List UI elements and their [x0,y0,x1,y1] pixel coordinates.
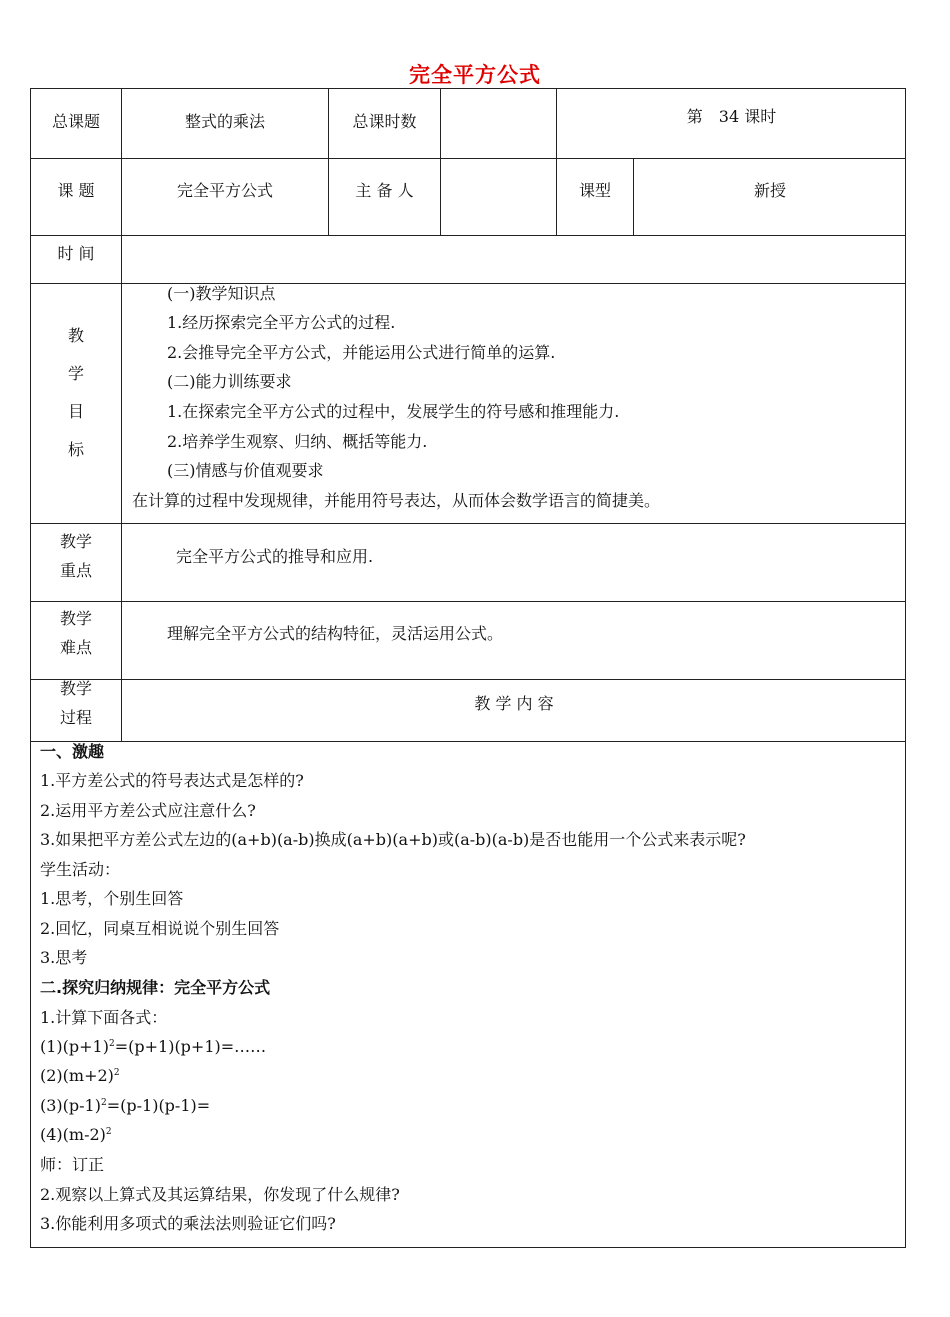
activity-line: 1.思考，个别生回答 [40,889,184,908]
section-heading: 二.探究归纳规律：完全平方公式 [40,978,271,997]
row-divider [30,601,906,602]
objective-line: (三)情感与价值观要求 [167,461,324,480]
row-divider [30,158,906,159]
objectives-label-char: 标 [67,440,84,459]
section-heading: 一、激趣 [40,742,105,761]
objective-line: 在计算的过程中发现规律，并能用符号表达，从而体会数学语言的简捷美。 [132,491,661,510]
question-line: 3.如果把平方差公式左边的(a+b)(a-b)换成(a+b)(a+b)或(a-b)(a-b)是否也能用一个公式来表示呢? [40,830,746,849]
objective-line: 2.会推导完全平方公式，并能运用公式进行简单的运算. [167,343,556,362]
lesson-number: 第 34 课时 [686,107,777,126]
column-divider [440,88,441,236]
activity-line: 3.思考 [40,948,88,967]
difficulty-text: 理解完全平方公式的结构特征，灵活运用公式。 [167,624,504,643]
question-line: 1.平方差公式的符号表达式是怎样的? [40,771,304,790]
type-value: 新授 [753,181,786,200]
difficulty-label: 教学 [59,609,92,628]
objectives-label-char: 教 [67,326,84,345]
question-line: 3.你能利用多项式的乘法法则验证它们吗? [40,1214,336,1233]
row-divider [30,283,906,284]
row-divider [30,235,906,236]
process-label: 教学 [59,679,92,698]
objective-line: (一)教学知识点 [167,284,276,303]
row-divider [30,741,906,742]
objective-line: 1.经历探索完全平方公式的过程. [167,313,396,332]
focus-label: 重点 [59,561,92,580]
topic-value: 完全平方公式 [176,181,273,200]
activity-label: 学生活动： [40,860,121,879]
objective-line: 1.在探索完全平方公式的过程中，发展学生的符号感和推理能力. [167,402,620,421]
time-label: 时 间 [57,244,95,263]
hours-label: 总课时数 [352,112,417,131]
expression-line: $(3)(p-1)^2=(p-1)(p-1)=$ [40,1096,211,1115]
course-label: 总课题 [51,112,100,131]
activity-line: 2.回忆，同桌互相说说个别生回答 [40,919,280,938]
expression-line: $(2)(m+2)^2$ [40,1066,120,1085]
question-line: 2.观察以上算式及其运算结果，你发现了什么规律? [40,1185,400,1204]
document-title: 完全平方公式 [409,63,541,87]
content-header: 教 学 内 容 [474,694,554,713]
row-divider [30,523,906,524]
objective-line: 2.培养学生观察、归纳、概括等能力. [167,432,428,451]
teacher-note: 师：订正 [40,1155,105,1174]
lesson-plan-table [30,88,906,1248]
process-label: 过程 [59,708,92,727]
calc-intro: 1.计算下面各式： [40,1008,168,1027]
expression-line: $(1)(p+1)^2=(p+1)(p+1)=\dots\dots$ [40,1037,267,1056]
topic-label: 课 题 [57,181,95,200]
preparer-label: 主 备 人 [355,181,414,200]
difficulty-label: 难点 [59,638,92,657]
expression-line: $(4)(m-2)^2$ [40,1125,112,1144]
objectives-label-char: 目 [67,402,84,421]
question-line: 2.运用平方差公式应注意什么? [40,801,256,820]
objective-line: (二)能力训练要求 [167,372,292,391]
focus-text: 完全平方公式的推导和应用. [176,547,374,566]
column-divider [328,88,329,236]
focus-label: 教学 [59,532,92,551]
type-label: 课型 [578,181,611,200]
row-divider [30,679,906,680]
objectives-label-char: 学 [67,364,84,383]
course-value: 整式的乘法 [184,112,265,131]
